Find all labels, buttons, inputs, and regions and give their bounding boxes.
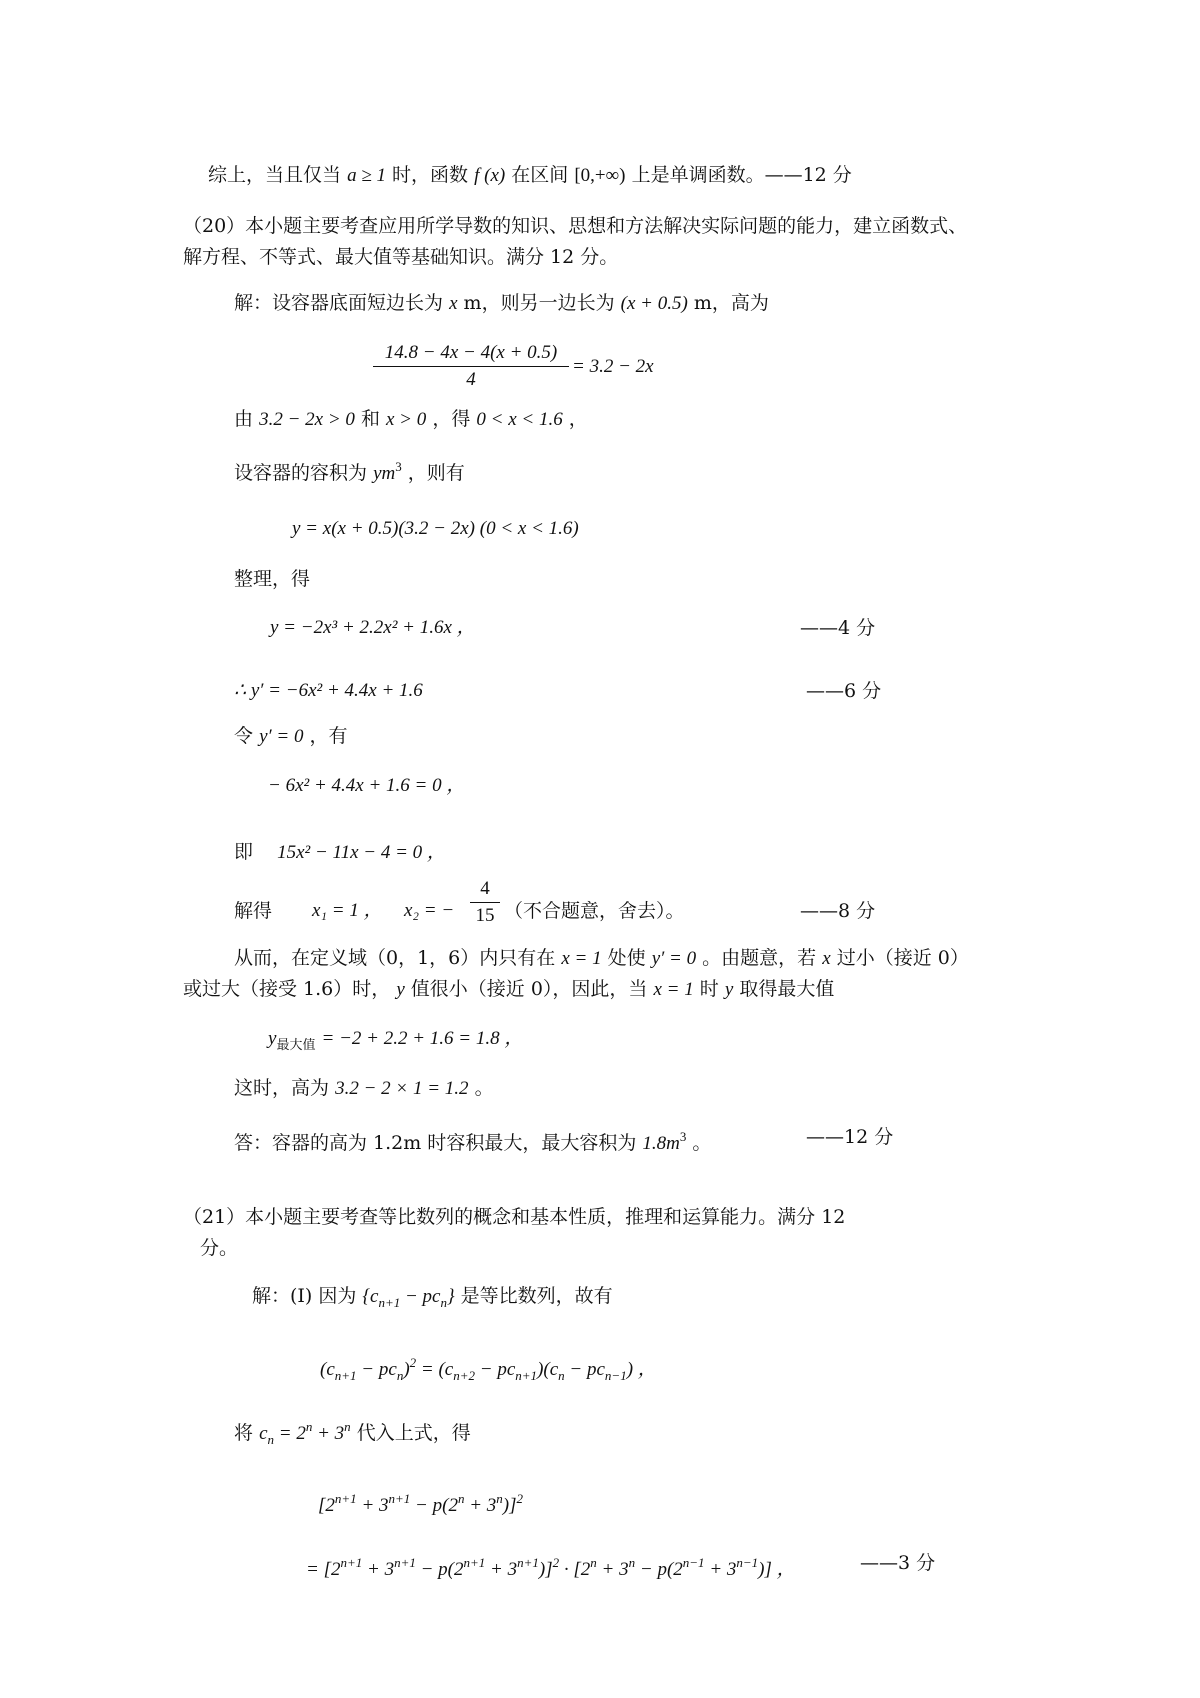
subscript: n+2 xyxy=(453,1368,476,1383)
score-4: ——4 分 xyxy=(800,617,876,639)
q20-solve-note: （不合题意，舍去）。 xyxy=(504,900,685,922)
text: 从而，在定义域（0，1，6）内只有在 xyxy=(234,947,556,969)
subscript: n+1 xyxy=(515,1368,538,1383)
text: 。 xyxy=(692,1132,712,1154)
text: 解：(Ⅰ) 因为 xyxy=(252,1285,357,1307)
text: 这时，高为 xyxy=(234,1077,330,1099)
q20-height-line xyxy=(234,1075,494,1102)
text: 综上，当且仅当 xyxy=(208,164,342,186)
math: (x + 0.5) xyxy=(620,293,688,314)
text: 和 xyxy=(360,408,380,430)
q20-heading-line2: 解方程、不等式、最大值等基础知识。满分 12 分。 xyxy=(183,246,619,268)
text: 即 xyxy=(234,841,254,863)
score-12: ——12 分 xyxy=(806,1126,894,1148)
superscript: n xyxy=(305,1419,313,1434)
math: 15x² − 11x − 4 = 0 ， xyxy=(277,842,446,863)
math: + 3 xyxy=(312,1423,345,1444)
math: 0 < x < 1.6 xyxy=(476,409,563,430)
text: 是等比数列，故有 xyxy=(460,1285,613,1307)
math: f (x) xyxy=(474,165,506,186)
math: + 3 xyxy=(704,1559,737,1580)
text: 答：容器的高为 1.2m 时容积最大，最大容积为 xyxy=(234,1132,637,1154)
math: + 3 xyxy=(485,1559,518,1580)
math: − pc xyxy=(475,1359,516,1380)
q20-then-line2 xyxy=(183,976,834,1003)
math: − pc xyxy=(400,1286,441,1307)
math: x = 1 xyxy=(653,979,694,1000)
math: c xyxy=(259,1423,268,1444)
superscript: n−1 xyxy=(736,1555,759,1570)
superscript: n+1 xyxy=(517,1555,539,1570)
text: 时，函数 xyxy=(392,164,469,186)
subscript: n xyxy=(396,1368,404,1383)
q21-expansion-lhs xyxy=(318,1486,523,1519)
q20-polynomial: y = −2x³ + 2.2x² + 1.6x ， xyxy=(270,617,476,638)
q20-then-line1 xyxy=(234,945,969,972)
text: 令 xyxy=(234,725,254,747)
q20-derivative: ∴ y′ = −6x² + 4.4x + 1.6 xyxy=(234,680,423,701)
math: − pc xyxy=(356,1359,397,1380)
math: + 3 xyxy=(356,1495,389,1516)
q20-answer xyxy=(234,1124,711,1157)
math: ym xyxy=(373,463,396,484)
text: 。 xyxy=(474,1077,494,1099)
subscript: 最大值 xyxy=(276,1038,316,1053)
q20-tidy-label: 整理，得 xyxy=(234,568,311,590)
subscript: n+1 xyxy=(334,1368,357,1383)
fraction-numerator: 14.8 − 4x − 4(x + 0.5) xyxy=(384,342,558,363)
math: )] xyxy=(502,1495,517,1516)
math: a ≥ 1 xyxy=(347,165,386,186)
math: + 3 xyxy=(464,1495,497,1516)
q21-heading-line1: （21）本小题主要考查等比数列的概念和基本性质，推理和运算能力。满分 12 xyxy=(183,1206,846,1228)
subscript: n xyxy=(267,1432,274,1447)
text: 代入上式，得 xyxy=(356,1422,471,1444)
text: 设容器的容积为 xyxy=(234,462,368,484)
math: 3.2 − 2 × 1 = 1.2 xyxy=(335,1078,469,1099)
q20-heading-line1: （20）本小题主要考查应用所学导数的知识、思想和方法解决实际问题的能力，建立函数式、 xyxy=(183,215,968,237)
math: = 2 xyxy=(274,1423,306,1444)
math: x xyxy=(822,948,831,969)
math: y′ = 0 xyxy=(651,948,697,969)
math: − p(2 xyxy=(410,1495,458,1516)
superscript: n xyxy=(344,1419,351,1434)
q21-expansion-rhs xyxy=(306,1550,796,1583)
math: + 3 xyxy=(596,1559,629,1580)
score-8: ——8 分 xyxy=(800,900,876,922)
math: )(c xyxy=(537,1359,559,1380)
q20-volume-line xyxy=(234,454,465,487)
score-3: ——3 分 xyxy=(860,1552,936,1574)
superscript: 3 xyxy=(395,459,402,474)
q21-solution-intro xyxy=(252,1283,613,1316)
fraction-denominator: 15 xyxy=(475,905,495,926)
math: x > 0 xyxy=(386,409,427,430)
math: + 3 xyxy=(362,1559,395,1580)
math: y xyxy=(268,1028,277,1049)
q20-solution-intro xyxy=(234,290,769,317)
math: )] xyxy=(538,1559,553,1580)
math: = [2 xyxy=(306,1559,341,1580)
text: 上是单调函数。——12 分 xyxy=(631,164,852,186)
math: ) ， xyxy=(626,1359,657,1380)
conclusion-line xyxy=(208,162,852,189)
q20-solve-label: 解得 xyxy=(234,900,273,922)
math: 1.8m xyxy=(642,1133,680,1154)
superscript: n+1 xyxy=(388,1491,411,1506)
superscript: n xyxy=(457,1491,465,1506)
math: {c xyxy=(362,1286,379,1307)
fraction-numerator: 4 xyxy=(480,878,490,899)
text: 解：设容器底面短边长为 xyxy=(234,292,444,314)
subscript: n xyxy=(440,1295,447,1310)
superscript: 2 xyxy=(516,1491,524,1506)
score-6: ——6 分 xyxy=(806,680,882,702)
text: 值很小（接近 0），因此，当 xyxy=(410,978,648,1000)
text: 。由题意，若 xyxy=(702,947,817,969)
fraction-denominator: 4 xyxy=(466,369,476,390)
math: } xyxy=(447,1286,455,1307)
q20-range-line xyxy=(234,406,588,433)
q20-let-line xyxy=(234,723,348,750)
q20-solve-x1: x₁ = 1 ， xyxy=(312,900,383,921)
height-fraction xyxy=(373,340,569,393)
q20-solve-fraction xyxy=(470,876,500,929)
q20-solve-x2: x₂ = − xyxy=(404,900,455,921)
subscript: n+1 xyxy=(378,1295,401,1310)
math: ) xyxy=(403,1359,410,1380)
q20-equation-1: − 6x² + 4.4x + 1.6 = 0 ， xyxy=(268,775,466,796)
q20-ymax xyxy=(268,1025,523,1059)
subscript: n−1 xyxy=(604,1368,627,1383)
text: 处使 xyxy=(607,947,646,969)
text: ， xyxy=(568,408,588,430)
text: m，则另一边长为 xyxy=(463,292,615,314)
superscript: n xyxy=(496,1491,503,1506)
superscript: n+1 xyxy=(463,1555,486,1570)
math: (c xyxy=(320,1359,335,1380)
text: m，高为 xyxy=(693,292,769,314)
math: y xyxy=(724,979,734,1000)
math: − p(2 xyxy=(635,1559,683,1580)
math: = (c xyxy=(416,1359,454,1380)
q20-equation-2 xyxy=(234,839,446,866)
math: [2 xyxy=(318,1495,335,1516)
q21-geometric-condition xyxy=(320,1350,657,1389)
math: = −2 + 2.2 + 1.6 = 1.8 ， xyxy=(321,1028,524,1049)
superscript: 2 xyxy=(552,1555,560,1570)
math: x = 1 xyxy=(561,948,602,969)
superscript: 3 xyxy=(679,1129,687,1144)
text: 过小（接近 0） xyxy=(836,947,969,969)
q21-heading-line2: 分。 xyxy=(200,1237,239,1259)
math: − pc xyxy=(564,1359,605,1380)
math: · [2 xyxy=(559,1559,591,1580)
math: 3.2 − 2x > 0 xyxy=(259,409,355,430)
text: 或过大（接受 1.6）时， xyxy=(183,978,391,1000)
text: ，得 xyxy=(432,408,471,430)
height-fraction-rhs: = 3.2 − 2x xyxy=(572,356,654,377)
superscript: n xyxy=(628,1555,636,1570)
superscript: n+1 xyxy=(340,1555,363,1570)
superscript: n+1 xyxy=(394,1555,416,1570)
math: [0,+∞) xyxy=(574,165,626,186)
math: )] ， xyxy=(758,1559,796,1580)
superscript: n−1 xyxy=(682,1555,705,1570)
text: 时 xyxy=(699,978,719,1000)
text: ，则有 xyxy=(407,462,465,484)
math: y′ = 0 xyxy=(259,726,304,747)
text: 将 xyxy=(234,1422,254,1444)
superscript: 2 xyxy=(409,1355,417,1370)
superscript: n+1 xyxy=(334,1491,357,1506)
q21-substitution-line xyxy=(234,1414,471,1453)
subscript: n xyxy=(558,1368,565,1383)
math: y xyxy=(396,979,405,1000)
math: − p(2 xyxy=(415,1559,464,1580)
text: 由 xyxy=(234,408,254,430)
text: 取得最大值 xyxy=(739,978,835,1000)
text: 在区间 xyxy=(511,164,569,186)
q20-volume-function: y = x(x + 0.5)(3.2 − 2x) (0 < x < 1.6) xyxy=(292,518,579,539)
superscript: n xyxy=(590,1555,597,1570)
text: ，有 xyxy=(309,725,348,747)
math: x xyxy=(449,293,458,314)
